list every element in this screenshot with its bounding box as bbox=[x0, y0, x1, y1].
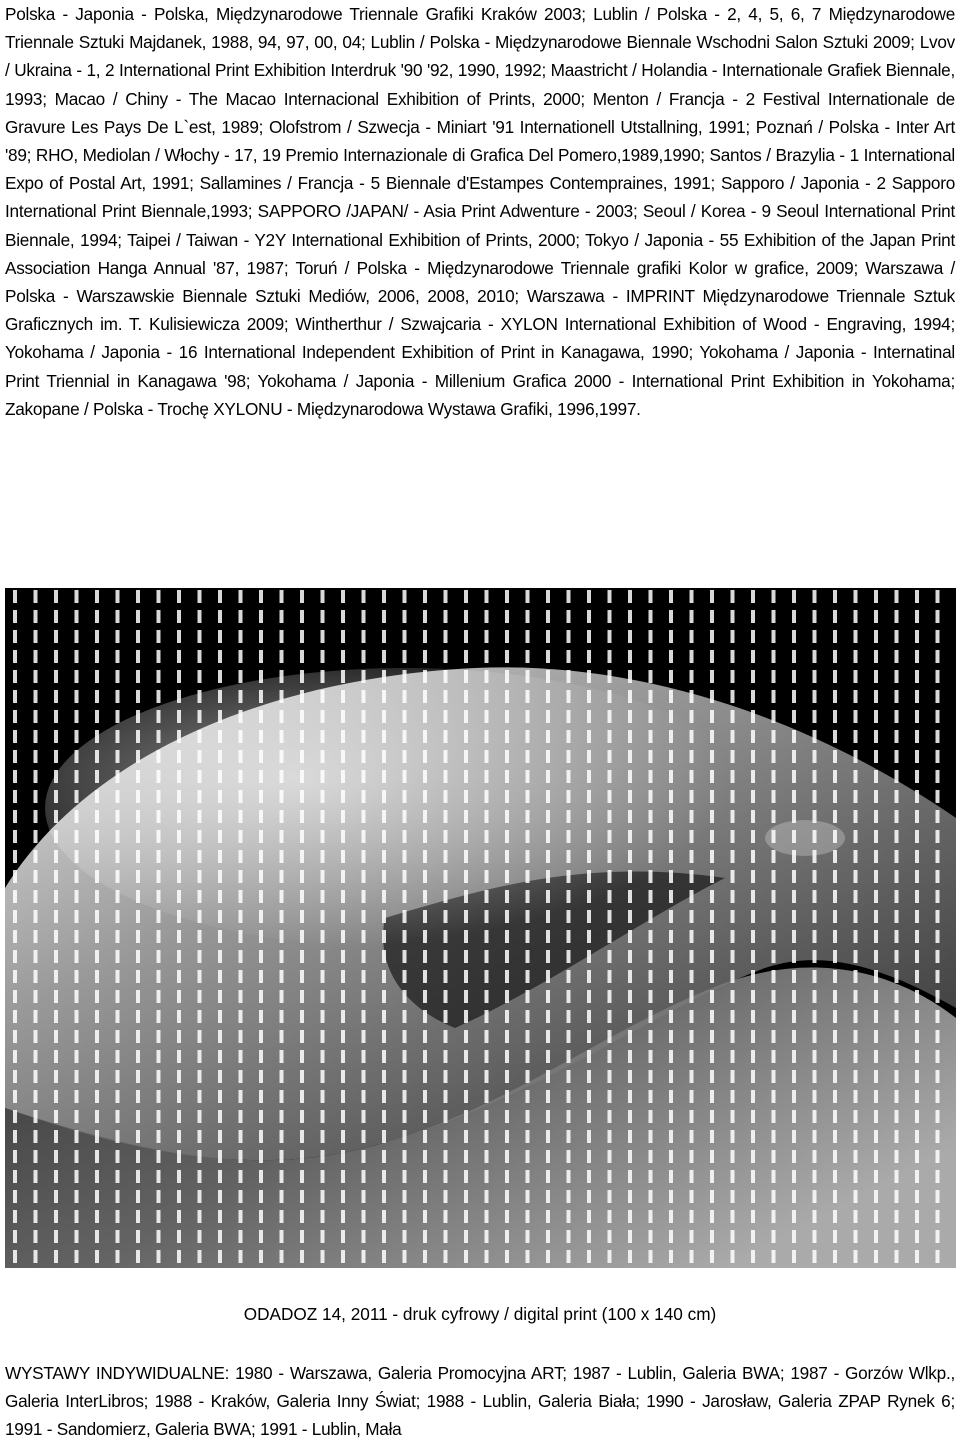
artwork-image bbox=[5, 588, 956, 1268]
exhibitions-paragraph: Polska - Japonia - Polska, Międzynarodowe Triennale Grafiki Kraków 2003; Lublin / Polska - 2, 4, 5, 6, 7 Międzynarodowe Triennale Sztuki Majdanek, 1988, 94, 97, 00, 04; Lublin / Polska - Międzynarodowe Biennale Wschodni Salon Sztuki 2009; Lvov / Ukraina - 1, 2 International Print Exhibition Interdruk '90 '92, 1990, 1992; Maastricht / Holandia - Internationale Grafiek Biennale, 1993; Macao / Chiny - The Macao Internacional Exhibition of Prints, 2000; Menton / Francja - 2 Festival Internationale de Gravure Les Pays De L`est, 1989; Olofstrom / Szwecja - Miniart '91 Internationell Utstallning, 1991; Poznań / Polska - Inter Art '89; RHO, Mediolan / Włochy - 17, 19 Premio Internazionale di Grafica Del Pomero,1989,1990; Santos / Brazylia - 1 International Expo of Postal Art, 1991; Sallamines / Francja - 5 Biennale d'Estampes Contempraines, 1991; Sapporo / Japonia - 2 Sapporo International Print Biennale,1993; SAPPORO /JAPAN/ - Asia Print Adwenture - 2003; Seoul / Korea - 9 Seoul International Print Biennale, 1994; Taipei / Taiwan - Y2Y International Exhibition of Prints, 2000; Tokyo / Japonia - 55 Exhibition of the Japan Print Association Hanga Annual '87, 1987; Toruń / Polska - Międzynarodowe Triennale grafiki Kolor w grafice, 2009; Warszawa / Polska - Warszawskie Biennale Sztuki Mediów, 2006, 2008, 2010; Warszawa - IMPRINT Międzynarodowe Triennale Sztuk Graficznych im. T. Kulisiewicza 2009; Wintherthur / Szwajcaria - XYLON International Exhibition of Wood - Engraving, 1994; Yokohama / Japonia - 16 International Independent Exhibition of Print in Kanagawa, 1990; Yokohama / Japonia - Internatinal Print Triennial in Kanagawa '98; Yokohama / Japonia - Millenium Grafica 2000 - International Print Exhibition in Yokohama; Zakopane / Polska - Trochę XYLONU - Międzynarodowa Wystawa Grafiki, 1996,1997. bbox=[5, 4, 955, 419]
artwork-caption: ODADOZ 14, 2011 - druk cyfrowy / digital print (100 x 140 cm) bbox=[243, 1304, 717, 1324]
artwork-illustration bbox=[5, 588, 956, 1268]
solo-exhibitions-paragraph: WYSTAWY INDYWIDUALNE: 1980 - Warszawa, Galeria Promocyjna ART; 1987 - Lublin, Galeria BWA; 1987 - Gorzów Wlkp., Galeria InterLibros; 1988 - Kraków, Galeria Inny Świat; 1988 - Lublin, Galeria Biała; 1990 - Jarosław, Galeria ZPAP Rynek 6; 1991 - Sandomierz, Galeria BWA; 1991 - Lublin, Mała bbox=[5, 1363, 955, 1440]
